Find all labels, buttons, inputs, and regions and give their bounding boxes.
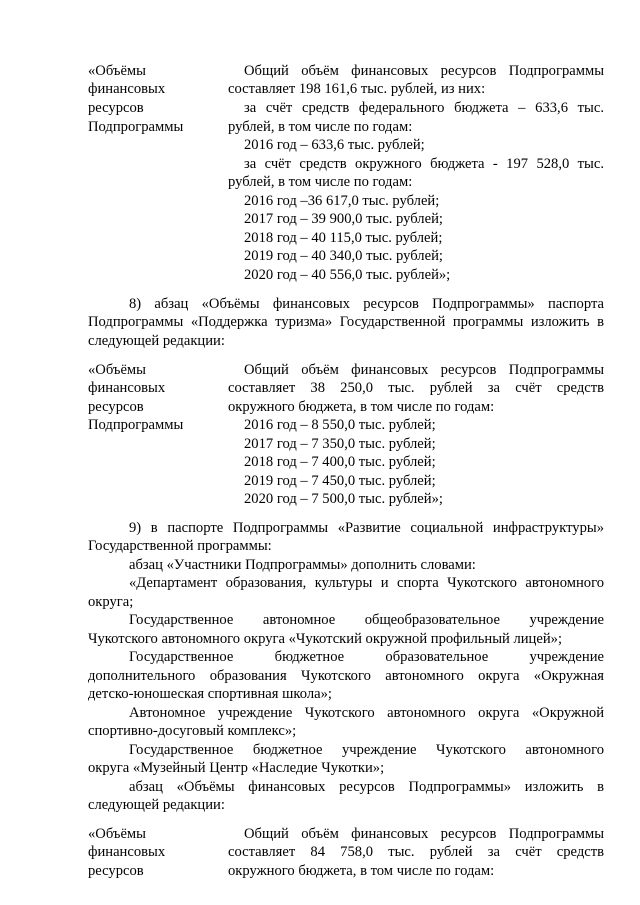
block1-text-line-2: составляет 198 161,6 тыс. рублей, из них: bbox=[228, 81, 486, 97]
para9-line-16: следующей редакции: bbox=[88, 797, 225, 813]
block2-label-line-4: Подпрограммы bbox=[88, 417, 184, 433]
para9-line-8: Государственное бюджетное образовательное учреждение bbox=[129, 649, 604, 665]
para8-line-3: следующей редакции: bbox=[88, 333, 225, 349]
block2-text-line-3: окружного бюджета, в том числе по годам: bbox=[228, 399, 495, 415]
block1-label-line-3: ресурсов bbox=[88, 100, 144, 116]
block3-label-line-2: финансовых bbox=[88, 844, 166, 860]
para8-line-2: Подпрограммы «Поддержка туризма» Государственной программы изложить в bbox=[88, 314, 604, 330]
block1-text-line-10: 2018 год – 40 115,0 тыс. рублей; bbox=[244, 230, 443, 246]
block1-text-line-7: рублей, в том числе по годам: bbox=[228, 174, 413, 190]
block2-text-line-4: 2016 год – 8 550,0 тыс. рублей; bbox=[244, 417, 436, 433]
para9-line-12: спортивно-досуговый комплекс»; bbox=[88, 723, 297, 739]
block1-label-line-2: финансовых bbox=[88, 81, 166, 97]
block2-text-line-7: 2019 год – 7 450,0 тыс. рублей; bbox=[244, 473, 436, 489]
block2-text-line-8: 2020 год – 7 500,0 тыс. рублей»; bbox=[244, 491, 443, 507]
para9-line-3: абзац «Участники Подпрограммы» дополнить словами: bbox=[129, 557, 476, 573]
para9-line-13: Государственное бюджетное учреждение Чукотского автономного bbox=[129, 742, 604, 758]
block3-text-line-3: окружного бюджета, в том числе по годам: bbox=[228, 863, 495, 879]
block1-label-line-1: «Объёмы bbox=[88, 63, 146, 79]
para9-line-5: округа; bbox=[88, 594, 134, 610]
para9-line-1: 9) в паспорте Подпрограммы «Развитие социальной инфраструктуры» bbox=[129, 520, 604, 536]
block1-text-line-3: за счёт средств федерального бюджета – 633,6 тыс. bbox=[244, 100, 604, 116]
block1-label-line-4: Подпрограммы bbox=[88, 119, 184, 135]
para9-line-7: Чукотского автономного округа «Чукотский окружной профильный лицей»; bbox=[88, 631, 562, 647]
block2-text-line-5: 2017 год – 7 350,0 тыс. рублей; bbox=[244, 436, 436, 452]
para9-line-14: округа «Музейный Центр «Наследие Чукотки»; bbox=[88, 760, 385, 776]
para8-line-1: 8) абзац «Объёмы финансовых ресурсов Подпрограммы» паспорта bbox=[129, 296, 604, 312]
para9-line-4: «Департамент образования, культуры и спорта Чукотского автономного bbox=[129, 575, 604, 591]
block1-text-line-9: 2017 год – 39 900,0 тыс. рублей; bbox=[244, 211, 443, 227]
block2-text-line-6: 2018 год – 7 400,0 тыс. рублей; bbox=[244, 454, 436, 470]
block2-label-line-1: «Объёмы bbox=[88, 362, 146, 378]
para9-line-2: Государственной программы: bbox=[88, 538, 272, 554]
block1-text-line-11: 2019 год – 40 340,0 тыс. рублей; bbox=[244, 248, 443, 264]
block3-text-line-2: составляет 84 758,0 тыс. рублей за счёт средств bbox=[228, 844, 604, 860]
block2-text-line-2: составляет 38 250,0 тыс. рублей за счёт средств bbox=[228, 380, 604, 396]
para9-line-15: абзац «Объёмы финансовых ресурсов Подпрограммы» изложить в bbox=[129, 779, 604, 795]
block2-label-line-2: финансовых bbox=[88, 380, 166, 396]
block1-text-line-12: 2020 год – 40 556,0 тыс. рублей»; bbox=[244, 267, 451, 283]
block3-text-line-1: Общий объём финансовых ресурсов Подпрограммы bbox=[244, 826, 604, 842]
block1-text-line-8: 2016 год –36 617,0 тыс. рублей; bbox=[244, 193, 440, 209]
para9-line-6: Государственное автономное общеобразовательное учреждение bbox=[129, 612, 604, 628]
block1-text-line-5: 2016 год – 633,6 тыс. рублей; bbox=[244, 137, 425, 153]
block2-text-line-1: Общий объём финансовых ресурсов Подпрограммы bbox=[244, 362, 604, 378]
para9-line-9: дополнительного образования Чукотского автономного округа «Окружная bbox=[88, 668, 604, 684]
block2-label-line-3: ресурсов bbox=[88, 399, 144, 415]
block3-label-line-3: ресурсов bbox=[88, 863, 144, 879]
block1-text-line-4: рублей, в том числе по годам: bbox=[228, 119, 413, 135]
block1-text-line-1: Общий объём финансовых ресурсов Подпрограммы bbox=[244, 63, 604, 79]
block1-text-line-6: за счёт средств окружного бюджета - 197 528,0 тыс. bbox=[244, 156, 604, 172]
para9-line-10: детско-юношеская спортивная школа»; bbox=[88, 686, 332, 702]
para9-line-11: Автономное учреждение Чукотского автономного округа «Окружной bbox=[129, 705, 604, 721]
block3-label-line-1: «Объёмы bbox=[88, 826, 146, 842]
